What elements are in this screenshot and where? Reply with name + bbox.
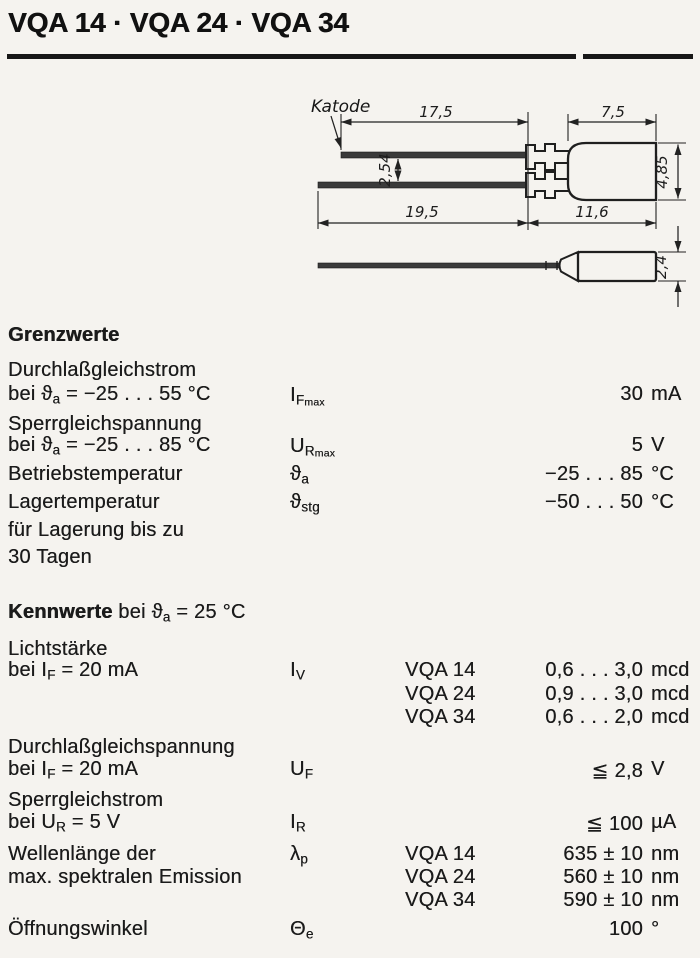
char-row-symbol: Θe xyxy=(290,918,314,942)
led-side-view xyxy=(318,252,656,281)
char-row-label-cont: max. spektralen Emission xyxy=(8,866,242,888)
char-row-value: ≦ 100 µA xyxy=(586,811,677,835)
title-rule-segment xyxy=(583,54,693,59)
limit-row-label-cont: 30 Tagen xyxy=(8,546,92,568)
char-variant-value: 635 ± 10 nm xyxy=(563,843,680,865)
dim-body-top: 7,5 xyxy=(601,103,625,121)
limit-row-value: −50 . . . 50 °C xyxy=(544,491,674,513)
char-variant-value: 560 ± 10 nm xyxy=(563,866,680,888)
limit-row-value: 30 mA xyxy=(620,383,682,405)
char-row-condition: bei IF = 20 mA xyxy=(8,758,139,782)
characteristics-heading: Kennwerte bei ϑa = 25 °C xyxy=(8,601,246,625)
char-row-label: Öffnungswinkel xyxy=(8,918,148,940)
char-variant-type: VQA 34 xyxy=(405,706,476,728)
char-row-label: Wellenlänge der xyxy=(8,843,156,865)
char-variant-type: VQA 14 xyxy=(405,659,476,681)
limit-row-symbol: $UR_{max}$ xyxy=(290,435,336,460)
page-title: VQA 14 · VQA 24 · VQA 34 xyxy=(8,7,349,38)
dim-lead-pitch: 2,54 xyxy=(376,153,394,187)
upper-lead-crimp xyxy=(526,144,574,170)
cathode-label: Katode xyxy=(311,97,371,117)
limit-row-value: 5 V xyxy=(631,434,665,456)
char-row-symbol: IR xyxy=(290,811,306,835)
char-row-condition: bei UR = 5 V xyxy=(8,811,121,835)
limit-row-label: Sperrgleichspannung xyxy=(8,413,202,435)
char-variant-type: VQA 24 xyxy=(405,866,476,888)
title-rule xyxy=(7,54,576,59)
dim-body-diameter: 4,85 xyxy=(653,155,671,189)
led-leads-top-view xyxy=(318,144,574,198)
char-variant-type: VQA 14 xyxy=(405,843,476,865)
char-variant-value: 0,6 . . . 2,0 mcd xyxy=(545,706,690,728)
dim-lead-bottom: 19,5 xyxy=(405,203,439,221)
limit-row-label: Betriebstemperatur xyxy=(8,463,183,485)
char-row-label: Sperrgleichstrom xyxy=(8,789,164,811)
char-row-symbol: IV xyxy=(290,659,306,683)
char-row-label: Lichtstärke xyxy=(8,638,108,660)
char-variant-value: 0,9 . . . 3,0 mcd xyxy=(545,683,690,705)
char-variant-type: VQA 34 xyxy=(405,889,476,911)
char-row-label: Durchlaßgleichspannung xyxy=(8,736,235,758)
led-dimension-drawing xyxy=(0,70,700,330)
char-variant-type: VQA 24 xyxy=(405,683,476,705)
limit-row-label: Durchlaßgleichstrom xyxy=(8,359,197,381)
limit-row-label-cont: für Lagerung bis zu xyxy=(8,519,184,541)
char-row-symbol: UF xyxy=(290,758,314,782)
char-variant-value: 0,6 . . . 3,0 mcd xyxy=(545,659,690,681)
limit-row-label: Lagertemperatur xyxy=(8,491,160,513)
limit-row-condition: bei ϑa = −25 . . . 85 °C xyxy=(8,434,211,458)
dim-body-thickness: 2,4 xyxy=(652,255,670,279)
limit-row-value: −25 . . . 85 °C xyxy=(544,463,674,485)
limits-heading: Grenzwerte xyxy=(8,324,120,346)
dim-lead-top: 17,5 xyxy=(419,103,453,121)
lower-lead-crimp xyxy=(526,172,574,198)
limit-row-symbol: ϑstg xyxy=(290,491,320,515)
led-body-top-view xyxy=(568,143,656,200)
limit-row-symbol: $IF_{max}$ xyxy=(290,384,325,409)
dim-body-bottom: 11,6 xyxy=(575,203,609,221)
char-row-condition: bei IF = 20 mA xyxy=(8,659,139,683)
char-row-value: ≦ 2,8 V xyxy=(591,758,665,782)
limit-row-condition: bei ϑa = −25 . . . 55 °C xyxy=(8,383,211,407)
limit-row-symbol: ϑa xyxy=(290,463,309,487)
char-variant-value: 590 ± 10 nm xyxy=(563,889,680,911)
char-row-value: 100 ° xyxy=(608,918,660,940)
char-row-symbol: λp xyxy=(290,843,308,867)
